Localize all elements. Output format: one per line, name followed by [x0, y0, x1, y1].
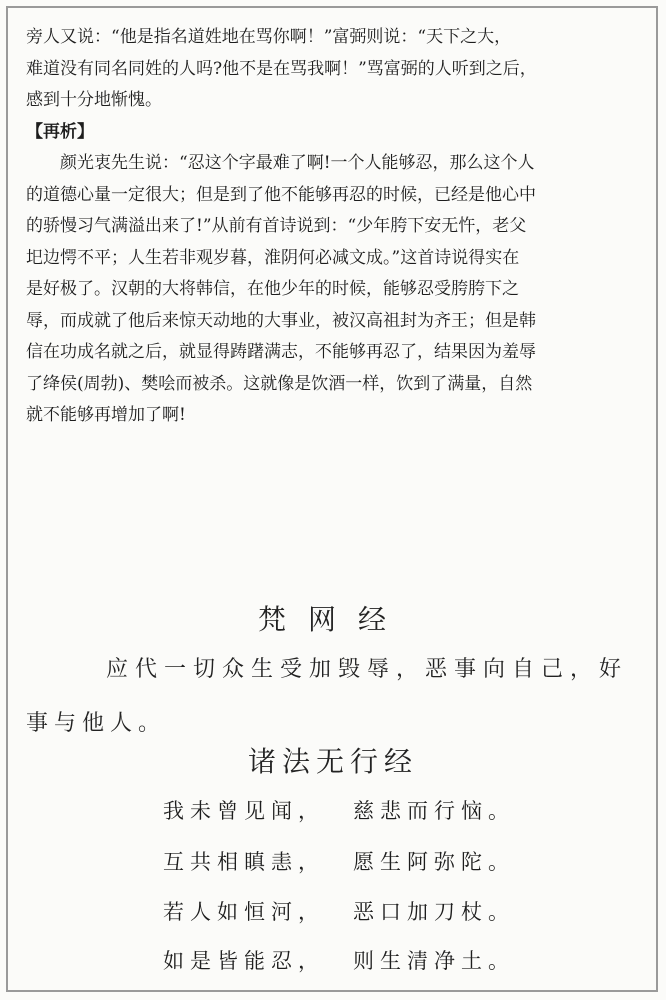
text-line: 了绛侯(周勃)、樊哙而被杀。这就像是饮酒一样，饮到了满量，自然 — [26, 373, 533, 394]
verse-first-half: 若人如恒河， — [163, 900, 325, 924]
sutra-title-zhufa: 诸法无行经 — [247, 745, 418, 778]
verse-second-half: 则生清净土。 — [353, 949, 515, 973]
sutra-title-brahmajala: 梵网经 — [257, 603, 408, 636]
verse-first-half: 互共相瞋恚， — [163, 850, 325, 874]
verse-second-half: 恶口加刀杖。 — [353, 900, 515, 924]
text-line: 的骄慢习气满溢出来了!”从前有首诗说到：“少年胯下安无忤，老父 — [26, 216, 527, 236]
verse-line — [163, 846, 583, 876]
text-line: 旁人又说：“他是指名道姓地在骂你啊！”富弼则说：“天下之大， — [26, 27, 512, 47]
text-line: 的道德心量一定很大；但是到了他不能够再忍的时候，已经是他心中 — [26, 184, 536, 205]
text-line: 感到十分地惭愧。 — [26, 90, 162, 110]
text-line: 信在功成名就之后，就显得踌躇满志，不能够再忍了，结果因为羞辱 — [26, 342, 536, 362]
section-heading: 【再析】 — [26, 121, 94, 142]
text-line: 颜光衷先生说：“忍这个字最难了啊!一个人能够忍，那么这个人 — [60, 153, 535, 173]
verse-first-half: 如是皆能忍， — [163, 949, 325, 973]
verse-line — [163, 945, 583, 975]
sutra-text-line: 应代一切众生受加毁辱，恶事向自己，好 — [106, 657, 629, 682]
text-line: 辱，而成就了他后来惊天动地的大事业，被汉高祖封为齐王；但是韩 — [26, 310, 536, 331]
commentary-section — [26, 22, 641, 432]
text-line: 圯边愕不平；人生若非观岁暮，淮阴何必减文成。”这首诗说得实在 — [26, 247, 520, 268]
text-line: 是好极了。汉朝的大将韩信，在他少年的时候，能够忍受胯胯下之 — [26, 279, 519, 299]
verse-second-half: 愿生阿弥陀。 — [353, 850, 515, 874]
verse-line — [163, 896, 583, 926]
verse-second-half: 慈悲而行恼。 — [353, 799, 515, 823]
sutra-text-line: 事与他人。 — [26, 711, 167, 736]
verse-line — [163, 795, 583, 825]
verse-first-half: 我未曾见闻， — [163, 799, 325, 823]
text-line: 就不能够再增加了啊! — [26, 405, 186, 425]
text-line: 难道没有同名同姓的人吗?他不是在骂我啊！”骂富弼的人听到之后， — [26, 58, 537, 79]
